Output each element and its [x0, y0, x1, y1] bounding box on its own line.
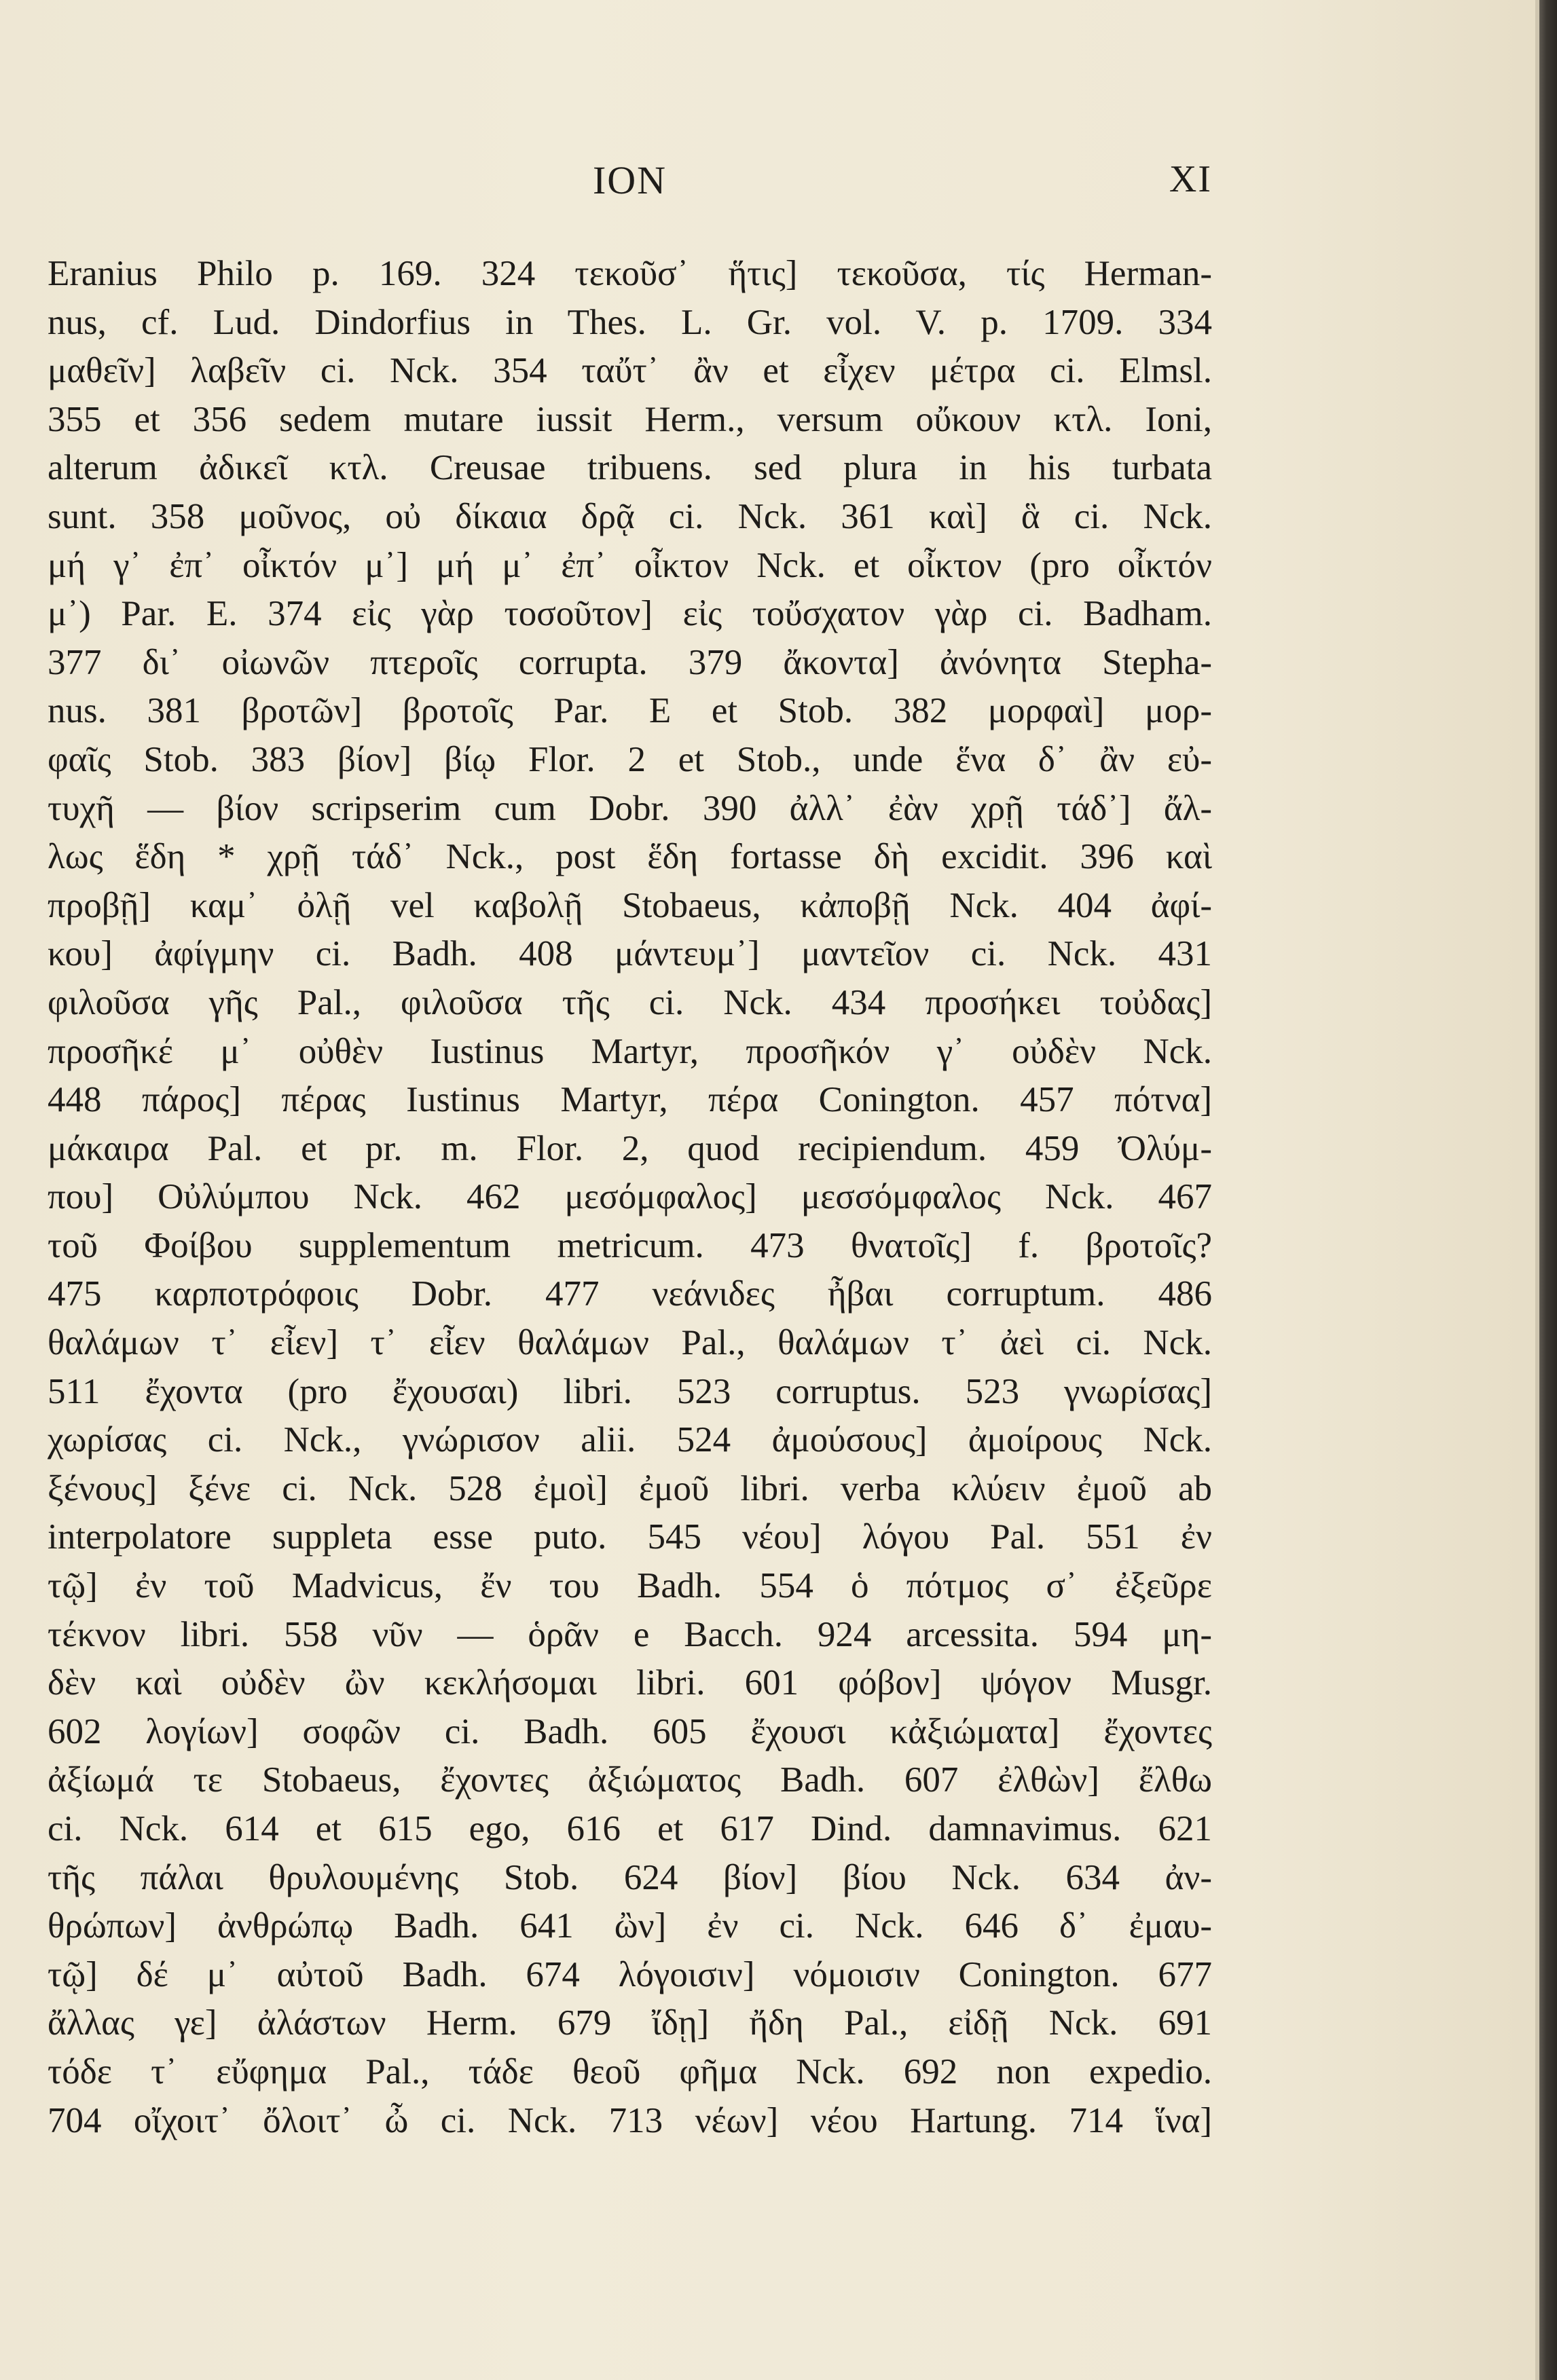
- text-line: λως ἕδη * χρῇ τάδ᾽ Nck., post ἕδη fortasse δὴ excidit. 396 καὶ: [48, 837, 1212, 877]
- text-line: μ᾽) Par. E. 374 εἰς γὰρ τοσοῦτον] εἰς τοὔσχατον γὰρ ci. Badham.: [48, 594, 1212, 634]
- text-line: nus. 381 βροτῶν] βροτοῖς Par. E et Stob. 382 μορφαὶ] μορ-: [48, 691, 1212, 731]
- running-head: ION: [592, 158, 667, 202]
- text-line: τῷ] δέ μ᾽ αὐτοῦ Badh. 674 λόγοισιν] νόμοισιν Conington. 677: [48, 1954, 1212, 1994]
- page-header: [48, 157, 1212, 212]
- text-line: 448 πάρος] πέρας Iustinus Martyr, πέρα Conington. 457 πότνα]: [48, 1080, 1212, 1120]
- text-line: 602 λογίων] σοφῶν ci. Badh. 605 ἔχουσι κἀξιώματα] ἔχοντες: [48, 1711, 1212, 1751]
- text-line: χωρίσας ci. Nck., γνώρισον alii. 524 ἀμούσους] ἀμοίρους Nck.: [48, 1420, 1212, 1460]
- text-line: alterum ἀδικεῖ κτλ. Creusae tribuens. sed plura in his turbata: [48, 448, 1212, 488]
- text-line: ἀξίωμά τε Stobaeus, ἔχοντες ἀξιώματος Badh. 607 ἐλθὼν] ἔλθω: [48, 1760, 1212, 1800]
- text-line: τῷ] ἐν τοῦ Madvicus, ἔν του Badh. 554 ὁ πότμος σ᾽ ἐξεῦρε: [48, 1566, 1212, 1606]
- text-line: προσῆκέ μ᾽ οὐθὲν Iustinus Martyr, προσῆκόν γ᾽ οὐδὲν Nck.: [48, 1031, 1212, 1071]
- text-line: φιλοῦσα γῆς Pal., φιλοῦσα τῆς ci. Nck. 434 προσήκει τοὐδας]: [48, 982, 1212, 1022]
- text-line: τόδε τ᾽ εὔφημα Pal., τάδε θεοῦ φῆμα Nck. 692 non expedio.: [48, 2051, 1212, 2091]
- text-line: 377 δι᾽ οἰωνῶν πτεροῖς corrupta. 379 ἄκοντα] ἀνόνητα Stepha-: [48, 642, 1212, 682]
- text-line: ξένους] ξένε ci. Nck. 528 ἐμοὶ] ἐμοῦ libri. verba κλύειν ἐμοῦ ab: [48, 1468, 1212, 1508]
- text-line: ἄλλας γε] ἀλάστων Herm. 679 ἴδῃ] ἤδη Pal., εἰδῇ Nck. 691: [48, 2003, 1212, 2043]
- text-line: ci. Nck. 614 et 615 ego, 616 et 617 Dind. damnavimus. 621: [48, 1809, 1212, 1848]
- text-line: τυχῆ — βίον scripserim cum Dobr. 390 ἀλλ᾽ ἐὰν χρῇ τάδ᾽] ἄλ-: [48, 788, 1212, 828]
- text-line: θρώπων] ἀνθρώπῳ Badh. 641 ὢν] ἐν ci. Nck. 646 δ᾽ ἐμαυ-: [48, 1906, 1212, 1946]
- text-line: που] Οὐλύμπου Nck. 462 μεσόμφαλος] μεσσόμφαλος Nck. 467: [48, 1177, 1212, 1217]
- text-line: nus, cf. Lud. Dindorfius in Thes. L. Gr. vol. V. p. 1709. 334: [48, 302, 1212, 342]
- text-line: κου] ἀφίγμην ci. Badh. 408 μάντευμ᾽] μαντεῖον ci. Nck. 431: [48, 934, 1212, 974]
- page-number: XI: [1169, 158, 1212, 200]
- text-line: μαθεῖν] λαβεῖν ci. Nck. 354 ταὔτ᾽ ἂν et εἶχεν μέτρα ci. Elmsl.: [48, 351, 1212, 391]
- text-line: Eranius Philo p. 169. 324 τεκοῦσ᾽ ἥτις] τεκοῦσα, τίς Herman-: [48, 254, 1212, 293]
- text-line: προβῇ] καμ᾽ ὀλῇ vel καβολῇ Stobaeus, κἀποβῇ Nck. 404 ἀφί-: [48, 885, 1212, 925]
- text-line: interpolatore suppleta esse puto. 545 νέου] λόγου Pal. 551 ἐν: [48, 1517, 1212, 1557]
- text-line: 511 ἔχοντα (pro ἔχουσαι) libri. 523 corruptus. 523 γνωρίσας]: [48, 1371, 1212, 1411]
- text-line: τῆς πάλαι θρυλουμένης Stob. 624 βίον] βίου Nck. 634 ἀν-: [48, 1857, 1212, 1897]
- text-line: θαλάμων τ᾽ εἶεν] τ᾽ εἶεν θαλάμων Pal., θαλάμων τ᾽ ἀεὶ ci. Nck.: [48, 1323, 1212, 1363]
- text-line: δὲν καὶ οὐδὲν ὢν κεκλήσομαι libri. 601 φόβον] ψόγον Musgr.: [48, 1663, 1212, 1703]
- text-line: 355 et 356 sedem mutare iussit Herm., versum οὔκουν κτλ. Ioni,: [48, 399, 1212, 439]
- critical-apparatus-text: [48, 250, 1212, 2286]
- text-line: 475 καρποτρόφοις Dobr. 477 νεάνιδες ἦβαι corruptum. 486: [48, 1274, 1212, 1314]
- text-line: τοῦ Φοίβου supplementum metricum. 473 θνατοῖς] f. βροτοῖς?: [48, 1225, 1212, 1265]
- text-line: φαῖς Stob. 383 βίον] βίῳ Flor. 2 et Stob., unde ἕνα δ᾽ ἂν εὐ-: [48, 739, 1212, 779]
- text-line: τέκνον libri. 558 νῦν — ὁρᾶν e Bacch. 924 arcessita. 594 μη-: [48, 1614, 1212, 1654]
- text-line: μάκαιρα Pal. et pr. m. Flor. 2, quod recipiendum. 459 Ὀλύμ-: [48, 1128, 1212, 1168]
- book-binding-edge: [1539, 0, 1557, 2380]
- text-line: 704 οἴχοιτ᾽ ὄλοιτ᾽ ὦ ci. Nck. 713 νέων] νέου Hartung. 714 ἵνα]: [48, 2100, 1212, 2140]
- text-line: sunt. 358 μοῦνος, οὐ δίκαια δρᾷ ci. Nck. 361 καὶ] ἃ ci. Nck.: [48, 496, 1212, 536]
- text-line: μή γ᾽ ἐπ᾽ οἶκτόν μ᾽] μή μ᾽ ἐπ᾽ οἶκτον Nck. et οἶκτον (pro οἶκτόν: [48, 545, 1212, 585]
